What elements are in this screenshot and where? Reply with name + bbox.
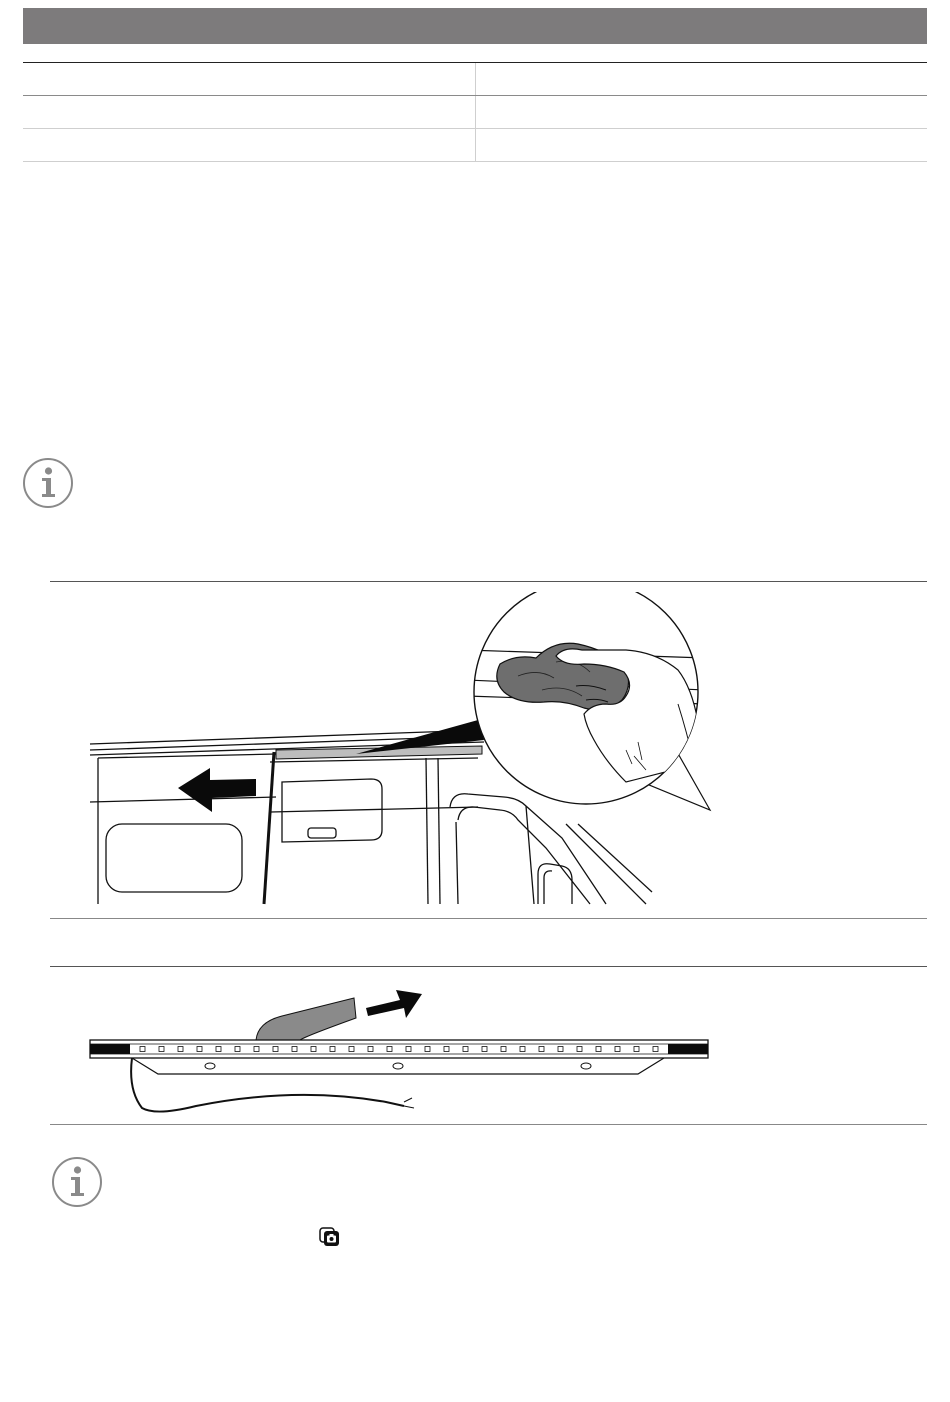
led-chip bbox=[653, 1047, 658, 1052]
header-bar bbox=[23, 8, 927, 44]
table-cell-label bbox=[23, 96, 474, 128]
led-chip bbox=[254, 1047, 259, 1052]
spec-table bbox=[23, 62, 927, 162]
step-illustration-clean-roof-rail bbox=[86, 592, 726, 906]
led-chip bbox=[558, 1047, 563, 1052]
table-cell-label bbox=[23, 129, 474, 161]
led-chip bbox=[463, 1047, 468, 1052]
led-chip bbox=[520, 1047, 525, 1052]
table-row bbox=[23, 63, 927, 96]
led-chip bbox=[406, 1047, 411, 1052]
figure-bottom-rule bbox=[50, 1124, 927, 1125]
led-chip bbox=[292, 1047, 297, 1052]
info-icon bbox=[51, 1156, 103, 1208]
led-chip bbox=[501, 1047, 506, 1052]
led-chip bbox=[387, 1047, 392, 1052]
table-cell-value bbox=[475, 129, 928, 161]
camera-icon bbox=[319, 1227, 341, 1247]
table-cell-value bbox=[475, 63, 928, 95]
led-chip bbox=[615, 1047, 620, 1052]
led-chip bbox=[482, 1047, 487, 1052]
led-chip bbox=[349, 1047, 354, 1052]
led-chip bbox=[273, 1047, 278, 1052]
table-row bbox=[23, 96, 927, 129]
led-chip bbox=[159, 1047, 164, 1052]
led-chip bbox=[539, 1047, 544, 1052]
figure-top-rule bbox=[50, 966, 927, 967]
led-chip bbox=[330, 1047, 335, 1052]
led-chip bbox=[444, 1047, 449, 1052]
led-chip bbox=[368, 1047, 373, 1052]
figure-divider bbox=[50, 918, 927, 919]
figure-top-rule bbox=[50, 581, 927, 582]
table-row bbox=[23, 129, 927, 162]
led-chip bbox=[178, 1047, 183, 1052]
led-chip bbox=[596, 1047, 601, 1052]
led-chip bbox=[140, 1047, 145, 1052]
led-chip bbox=[216, 1047, 221, 1052]
led-chip bbox=[197, 1047, 202, 1052]
table-cell-label bbox=[23, 63, 474, 95]
step-illustration-led-strip-adhesive bbox=[86, 978, 716, 1114]
led-chip bbox=[425, 1047, 430, 1052]
led-chip bbox=[577, 1047, 582, 1052]
led-chip bbox=[634, 1047, 639, 1052]
led-chip bbox=[235, 1047, 240, 1052]
table-cell-value bbox=[475, 96, 928, 128]
led-chip bbox=[311, 1047, 316, 1052]
info-icon bbox=[22, 457, 74, 509]
